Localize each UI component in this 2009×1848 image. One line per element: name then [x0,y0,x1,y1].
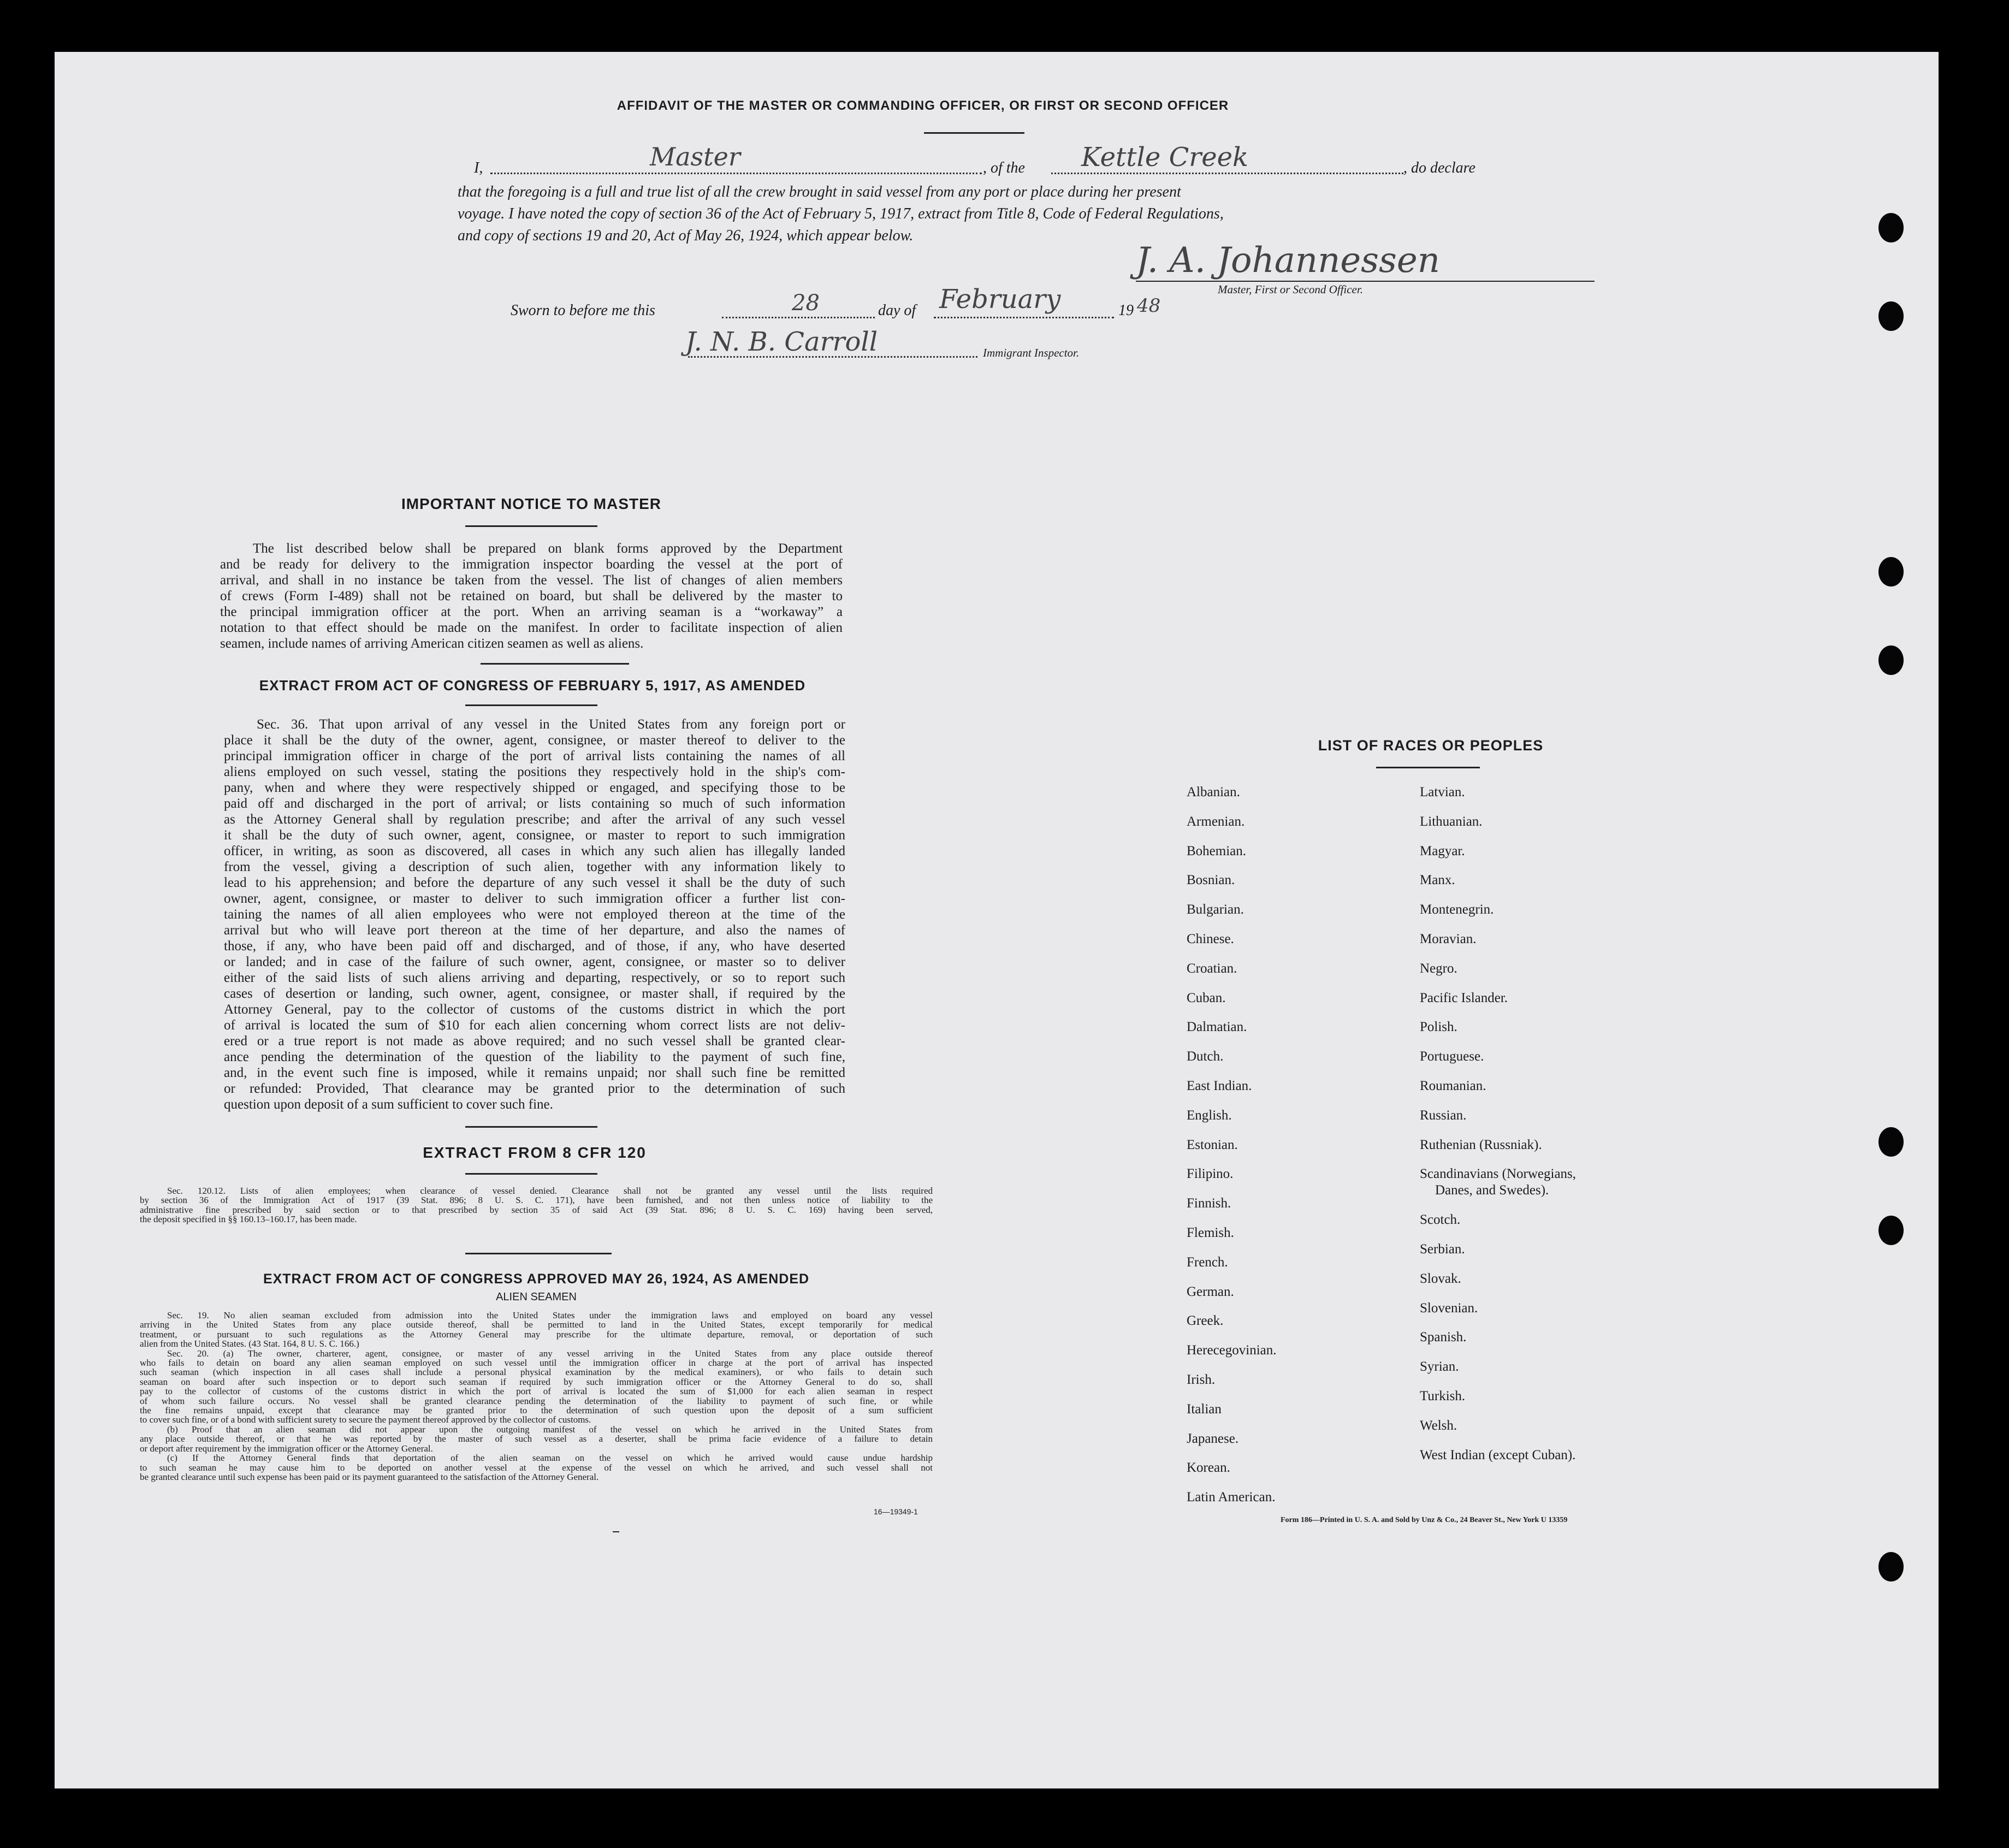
race-entry: Syrian. [1420,1359,1459,1375]
day-of-label: day of [878,302,916,319]
race-entry: Cuban. [1187,990,1226,1005]
text-line: seaman on board after such inspection or to deport such seaman if required by such immigration officer or the Attorney General to do so, shall [140,1376,933,1387]
text-line: principal immigration officer in charge of the port of arrival lists containing the names of all [224,749,845,763]
race-entry: French. [1187,1254,1228,1270]
inspector-label: Immigrant Inspector. [983,346,1080,359]
race-entry: Irish. [1187,1372,1216,1387]
cfr-rule [465,1173,597,1175]
sworn-label: Sworn to before me this [511,302,655,319]
text-line: such seaman (which inspection in all cases shall include a personal physical examination by the medical examiners), or who fails to detain such [140,1367,933,1378]
text-line: the principal immigration officer at the port. When an arriving seaman is a “workaway” a [220,605,843,619]
master-signature: J. A. Johannessen [1136,240,1440,281]
race-entry: Pacific Islander. [1420,990,1508,1005]
text-line: or refunded: Provided, That clearance may be granted prior to the determination of such [224,1081,845,1096]
race-entry: Estonian. [1187,1137,1238,1152]
cfr-body [140,1186,933,1224]
month-field-line [934,317,1114,318]
text-line: paid off and discharged in the port of arrival; or lists containing so much of such information [224,796,845,811]
race-entry: Negro. [1420,961,1457,976]
do-declare-label: , do declare [1403,159,1475,176]
text-line: administrative fine prescribed by said section or to that prescribed by section 35 of said Act (39 Stat. 896; 8 U. S. C. 169) having been served, [140,1204,933,1215]
text-line: by section 36 of the Immigration Act of 1917 (39 Stat. 896; 8 U. S. C. 171), have been furnished, and not then unless notice of liability to the [140,1195,933,1206]
signature-line [1136,281,1595,282]
text-line: those, if any, who have been paid off and discharged, and of those, if any, who have deserted [224,939,845,953]
race-entry: Dutch. [1187,1049,1224,1064]
race-entry: English. [1187,1107,1232,1123]
text-line: seamen, include names of arriving American citizen seamen as well as aliens. [220,636,644,651]
text-line: The list described below shall be prepared on blank forms approved by the Department [253,541,843,556]
text-line: arriving in the United States from any place outside thereof, shall be permitted to land in the United States, except temporarily for medical [140,1319,933,1330]
text-line: lead to his apprehension; and before the departure of any such vessel it shall be the duty of such [224,875,845,890]
race-entry: Spanish. [1420,1330,1467,1345]
text-line: or deport after requirement by the immigration officer or the Attorney General. [140,1443,433,1454]
text-line: to cover such fine, or of a bond with sufficient surety to secure the payment thereof approved by the collector of customs. [140,1414,591,1425]
races-rule [1376,767,1480,768]
text-line: Sec. 120.12. Lists of alien employees; when clearance of vessel denied. Clearance shall not be granted any vessel until the lists required [167,1186,933,1196]
text-line: Attorney General, pay to the collector of customs of the customs district in which the port [224,1002,845,1017]
race-entry: Armenian. [1187,814,1245,829]
race-entry: East Indian. [1187,1079,1252,1093]
text-line: arrival but who will leave port thereon at the time of her departure, and also the names of [224,923,845,938]
race-entry: Chinese. [1187,932,1234,946]
text-line: cases of desertion or landing, such owner, agent, consignee, or master shall, if required by the [224,986,845,1001]
text-line: Sec. 36. That upon arrival of any vessel in the United States from any foreign port or [257,717,845,732]
year-prefix: 19 [1118,302,1134,319]
race-entry: Turkish. [1420,1389,1466,1403]
extract-1917-body [224,716,845,1112]
text-line: the fine remains unpaid, except that clearance may be granted prior to the determination of such question upon the deposit of a sum sufficient [140,1405,933,1416]
signature-label: Master, First or Second Officer. [1218,283,1363,296]
text-line: who fails to detain on board any alien seaman employed on such vessel until the immigration officer in charge at the port of arrival has inspected [140,1358,933,1369]
text-line: to such seaman he may cause him to be deported on another vessel at the expense of the vessel on which he arrived, and such vessel shall not [140,1462,933,1473]
text-line: of crews (Form I-489) shall not be retained on board, but shall be delivered by the master to [220,589,843,603]
master-handwriting: Master [650,142,740,171]
race-entry: Magyar. [1420,843,1465,858]
race-entry: Scandinavians (Norwegians, [1420,1166,1577,1182]
race-entry: Greek. [1187,1313,1224,1329]
section-divider [481,663,629,665]
race-entry: Manx. [1420,873,1455,888]
race-entry: Bulgarian. [1187,902,1244,917]
text-line: treatment, or pursuant to such regulations as the Attorney General may prescribe for the ultimate departure, removal, or deportation of such [140,1329,933,1340]
notice-rule [465,525,597,527]
race-entry: Flemish. [1187,1225,1234,1240]
race-entry: Russian. [1420,1107,1467,1123]
race-entry: Italian [1187,1401,1222,1417]
race-entry: West Indian (except Cuban). [1420,1447,1576,1462]
extract-1924-body [140,1311,933,1482]
race-entry: Portuguese. [1420,1049,1484,1064]
race-entry: Latin American. [1187,1490,1276,1505]
day-handwriting: 28 [792,291,820,316]
text-line: arrival, and shall in no instance be taken from the vessel. The list of changes of alien members [220,573,843,588]
text-line: (b) Proof that an alien seaman did not appear upon the outgoing manifest of the vessel on which he arrived in the United States from [167,1424,933,1435]
vessel-name-handwriting: Kettle Creek [1081,142,1249,173]
month-handwriting: February [939,284,1061,315]
end-dash [613,1531,619,1532]
punch-hole [1878,645,1904,675]
heading-rule [924,132,1024,134]
notice-body [220,541,843,651]
text-line: be granted clearance until such expense has been paid or its payment guaranteed to the satisfaction of the Attorney General. [140,1471,599,1482]
race-entry: Japanese. [1187,1431,1239,1446]
race-entry: German. [1187,1284,1234,1299]
notice-heading: IMPORTANT NOTICE TO MASTER [401,495,662,512]
text-line: or landed; and in case of the failure of such owner, agent, consignee, or master so to deliver [224,955,845,969]
extract-1924-heading: EXTRACT FROM ACT OF CONGRESS APPROVED MAY 26, 1924, AS AMENDED [263,1271,810,1287]
text-line: from the vessel, giving a description of such alien, together with any information likely to [224,860,845,874]
form-code: 16—19349-1 [874,1507,918,1516]
race-entry: Welsh. [1420,1418,1457,1433]
punch-hole [1878,1127,1904,1157]
race-entry: Herecegovinian. [1187,1343,1277,1358]
race-entry: Dalmatian. [1187,1020,1247,1035]
text-line: aliens employed on such vessel, stating the positions they respectively hold in the ship's com- [224,765,845,779]
race-entry: Polish. [1420,1020,1457,1035]
text-line: place it shall be the duty of the owner, agent, consignee, or master thereof to deliver to the [224,733,845,748]
race-entry: Lithuanian. [1420,814,1483,829]
race-entry: Slovenian. [1420,1300,1478,1316]
text-line: any place outside thereof, or that he was reported by the master of such vessel as a deserter, shall be prima facie evidence of a failure to detain [140,1434,933,1444]
extract-1917-rule [465,704,597,706]
text-line: question upon deposit of a sum sufficient to cover such fine. [224,1097,553,1112]
of-the-label: , of the [983,159,1025,176]
text-line: Sec. 19. No alien seaman excluded from admission into the United States under the immigration laws and employed on board any vessel [167,1310,933,1320]
day-field-line [722,317,875,318]
year-handwriting: 48 [1137,295,1161,317]
section-divider [465,1126,597,1128]
declaration-line: voyage. I have noted the copy of section 36 of the Act of February 5, 1917, extract from Title 8, Code of Federal Regulations, [458,205,1224,222]
text-line: alien from the United States. (43 Stat. 164, 8 U. S. C. 166.) [140,1338,359,1349]
race-entry: Danes, and Swedes). [1435,1183,1549,1198]
declaration-line: and copy of sections 19 and 20, Act of May 26, 1924, which appear below. [458,227,914,244]
declaration-line: that the foregoing is a full and true list of all the crew brought in said vessel from any port or place during her present [458,183,1181,200]
text-line: as the Attorney General shall by regulation prescribe; and after the arrival of any such vessel [224,812,845,827]
race-entry: Korean. [1187,1460,1230,1476]
race-entry: Bosnian. [1187,873,1235,888]
punch-hole [1878,1216,1904,1245]
race-entry: Montenegrin. [1420,902,1494,917]
vessel-field-line [1051,173,1403,174]
punch-hole [1878,557,1904,587]
text-line: owner, agent, consignee, or master to deliver to such immigration officer a further list con- [224,891,845,906]
text-line: pay to the collector of customs of the customs district in which the port of arrival is located the sum of $1,000 for each alien seaman in respect [140,1386,933,1397]
text-line: pany, when and where they were respectively shipped or engaged, and specifying those to be [224,780,845,795]
text-line: of whom such failure occurs. No vessel shall be granted clearance pending the determination of the liability to payment of such fine, or while [140,1395,933,1406]
cfr-heading: EXTRACT FROM 8 CFR 120 [423,1144,647,1161]
text-line: officer, in writing, as soon as discovered, all cases in which any such alien has illegally landed [224,844,845,858]
race-entry: Scotch. [1420,1212,1461,1228]
printer-line: Form 186—Printed in U. S. A. and Sold by Unz & Co., 24 Beaver St., New York U 13359 [1281,1516,1568,1524]
text-line: either of the said lists of such aliens arriving and departing, respectively, or so to report such [224,970,845,985]
text-line: ered or a true report is not made as above required; and no such vessel shall be granted clear- [224,1034,845,1049]
text-line: Sec. 20. (a) The owner, charterer, agent, consignee, or master of any vessel arriving in the United States from any place outside thereof [167,1348,933,1359]
race-entry: Albanian. [1187,785,1240,799]
declarant-prefix: I, [474,159,483,176]
extract-1924-subheading: ALIEN SEAMEN [496,1291,577,1303]
race-entry: Finnish. [1187,1196,1231,1211]
punch-hole [1878,301,1904,331]
race-entry: Slovak. [1420,1271,1461,1286]
extract-1917-heading: EXTRACT FROM ACT OF CONGRESS OF FEBRUARY 5, 1917, AS AMENDED [259,677,806,694]
punch-hole [1878,213,1904,242]
race-entry: Moravian. [1420,932,1477,946]
race-entry: Roumanian. [1420,1079,1486,1093]
text-line: it shall be the duty of such owner, agent, consignee, or master to report to such immigration [224,828,845,843]
text-line: notation to that effect should be made on the manifest. In order to facilitate inspection of alien [220,620,843,635]
affidavit-heading: AFFIDAVIT OF THE MASTER OR COMMANDING OFFICER, OR FIRST OR SECOND OFFICER [617,98,1229,113]
text-line: and be ready for delivery to the immigration inspector boarding the vessel at the port of [220,557,843,572]
race-entry: Latvian. [1420,785,1465,799]
text-line: of arrival is located the sum of $10 for each alien concerning whom correct lists are not deliv- [224,1018,845,1033]
text-line: the deposit specified in §§ 160.13–160.17, has been made. [140,1214,357,1225]
section-divider [465,1253,612,1254]
race-entry: Croatian. [1187,961,1237,976]
race-entry: Bohemian. [1187,843,1247,858]
races-heading: LIST OF RACES OR PEOPLES [1318,737,1544,754]
inspector-signature: J. N. B. Carroll [685,327,878,357]
declarant-field-line [490,173,982,174]
text-line: taining the names of all alien employees who were not employed thereon at the time of the [224,907,845,922]
text-line: ance pending the determination of the question of the liability to the payment of such fine, [224,1050,845,1064]
race-entry: Serbian. [1420,1242,1465,1257]
race-entry: Ruthenian (Russniak). [1420,1137,1542,1152]
race-entry: Filipino. [1187,1166,1234,1182]
text-line: and, in the event such fine is imposed, while it remains unpaid; nor shall such fine be remitted [224,1065,845,1080]
punch-hole [1878,1552,1904,1582]
text-line: (c) If the Attorney General finds that deportation of the alien seaman on the vessel on which he arrived would cause undue hardship [167,1453,933,1464]
